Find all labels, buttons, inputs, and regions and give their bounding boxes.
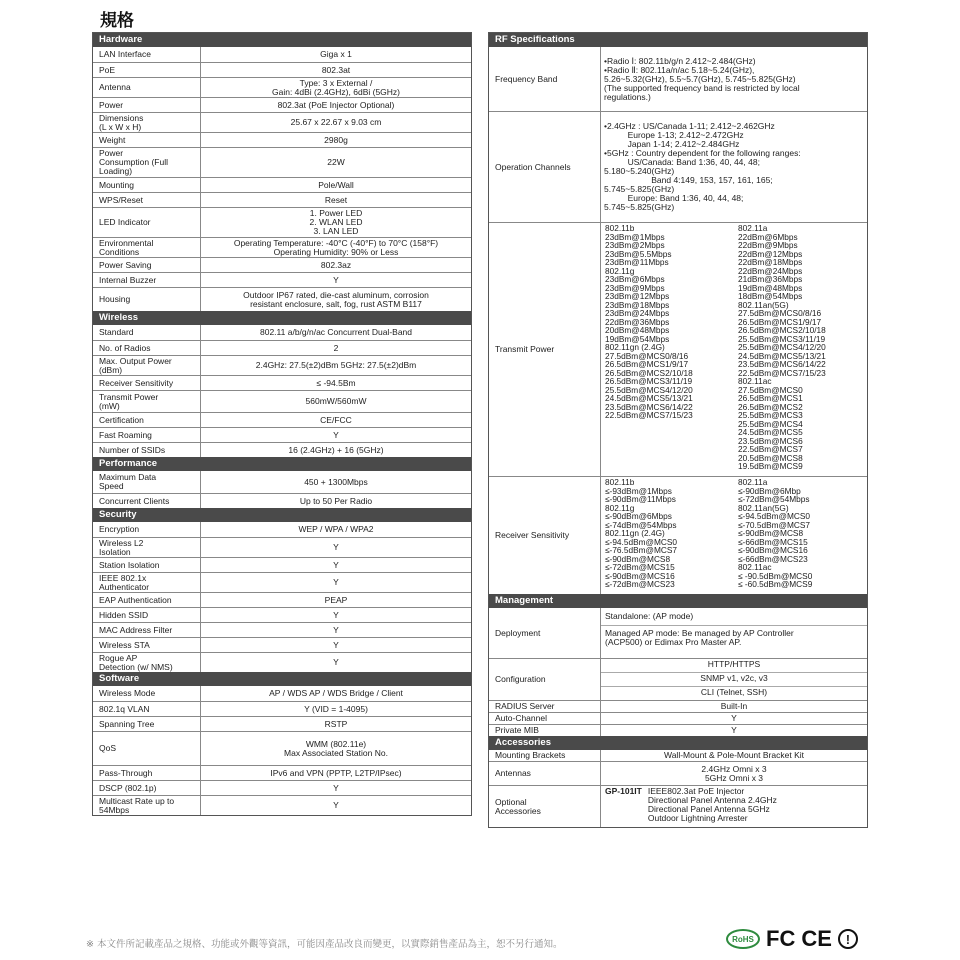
spec-value: PEAP bbox=[324, 594, 348, 605]
spec-value: WEP / WPA / WPA2 bbox=[298, 524, 374, 534]
spec-row bbox=[93, 177, 471, 192]
sensitivity-5g: 802.11a ≤-90dBm@6Mbp ≤-72dBm@54Mbps 802.11an(5G) ≤-94.5dBm@MCS0 ≤-70.5dBm@MCS7 ≤-90dBm@MCS8 ≤-66dBm@MCS15 ≤-90dBm@MCS16 ≤-66dBm@MCS23 802.11ac ≤ -90.5dBm@MCS0 ≤ -60.5dBm@MCS9 bbox=[738, 477, 813, 589]
spec-value-columns bbox=[601, 223, 867, 476]
spec-label: Number of SSIDs bbox=[93, 443, 201, 457]
spec-row bbox=[93, 375, 471, 390]
spec-row bbox=[93, 442, 471, 457]
spec-row bbox=[93, 765, 471, 780]
section-header: Performance bbox=[93, 457, 471, 471]
spec-label: 802.1q VLAN bbox=[93, 702, 201, 716]
spec-row bbox=[93, 537, 471, 557]
spec-value: Y bbox=[731, 725, 737, 735]
spec-label: MAC Address Filter bbox=[93, 623, 201, 637]
spec-row bbox=[93, 607, 471, 622]
spec-value: Y bbox=[333, 782, 339, 793]
right-spec-table bbox=[488, 32, 868, 828]
spec-value: WMM (802.11e) Max Associated Station No. bbox=[284, 738, 388, 758]
spec-value: 1. Power LED 2. WLAN LED 3. LAN LED bbox=[309, 208, 363, 236]
spec-row bbox=[93, 325, 471, 340]
spec-row bbox=[93, 257, 471, 272]
spec-row bbox=[93, 780, 471, 795]
spec-value: 2.4GHz Omni x 3 5GHz Omni x 3 bbox=[701, 763, 767, 783]
spec-row bbox=[93, 522, 471, 537]
spec-row bbox=[93, 412, 471, 427]
spec-label: Housing bbox=[93, 288, 201, 311]
spec-label: Power Saving bbox=[93, 258, 201, 272]
spec-value: Reset bbox=[324, 194, 348, 205]
spec-row bbox=[93, 237, 471, 257]
spec-value: Y bbox=[333, 429, 339, 440]
spec-value: Y (VID = 1-4095) bbox=[304, 703, 368, 714]
spec-value: Y bbox=[333, 657, 339, 667]
spec-value: 25.67 x 22.67 x 9.03 cm bbox=[290, 117, 382, 127]
config-item: SNMP v1, v2c, v3 bbox=[601, 672, 867, 686]
spec-label: Deployment bbox=[489, 608, 601, 658]
spec-row bbox=[93, 622, 471, 637]
rohs-icon: RoHS bbox=[726, 929, 760, 949]
spec-row bbox=[93, 716, 471, 731]
spec-value: Giga x 1 bbox=[320, 49, 352, 59]
spec-row bbox=[93, 147, 471, 177]
spec-row bbox=[489, 222, 867, 476]
spec-value: 22W bbox=[327, 157, 345, 167]
spec-value: Wall-Mount & Pole-Mount Bracket Kit bbox=[664, 750, 804, 760]
spec-row bbox=[489, 761, 867, 785]
section-header: Accessories bbox=[489, 736, 867, 750]
spec-value: 16 (2.4GHz) + 16 (5GHz) bbox=[288, 444, 384, 455]
spec-value: Y bbox=[333, 800, 339, 810]
spec-row bbox=[489, 47, 867, 111]
spec-row bbox=[93, 355, 471, 375]
spec-row bbox=[489, 724, 867, 736]
spec-label: Mounting Brackets bbox=[489, 750, 601, 761]
spec-row bbox=[489, 712, 867, 724]
spec-value: 802.11 a/b/g/n/ac Concurrent Dual-Band bbox=[260, 327, 412, 337]
spec-label: Frequency Band bbox=[489, 47, 601, 111]
spec-row bbox=[93, 471, 471, 493]
spec-row bbox=[93, 572, 471, 592]
spec-value: Y bbox=[333, 639, 339, 650]
ce-icon: CE bbox=[801, 926, 832, 951]
spec-label: Mounting bbox=[93, 178, 201, 192]
spec-row bbox=[93, 192, 471, 207]
left-spec-table bbox=[92, 32, 472, 816]
spec-row bbox=[93, 132, 471, 147]
spec-label: Transmit Power (mW) bbox=[93, 391, 201, 412]
page-title: 規格 bbox=[100, 11, 134, 31]
spec-label: Power bbox=[93, 98, 201, 112]
spec-row bbox=[489, 785, 867, 827]
deployment-standalone: Standalone: (AP mode) bbox=[601, 608, 867, 626]
spec-label: Certification bbox=[93, 413, 201, 427]
spec-value: 802.3az bbox=[320, 259, 352, 270]
spec-value: Y bbox=[333, 542, 339, 552]
spec-value bbox=[601, 786, 867, 827]
spec-value: 802.3at (PoE Injector Optional) bbox=[277, 99, 395, 110]
spec-value: 2 bbox=[333, 342, 339, 353]
spec-value: Pole/Wall bbox=[318, 179, 354, 190]
spec-value: Built-In bbox=[720, 701, 748, 711]
spec-label: Pass-Through bbox=[93, 766, 201, 780]
section-header: Management bbox=[489, 594, 867, 608]
spec-label: Antennas bbox=[489, 762, 601, 785]
spec-row bbox=[93, 112, 471, 132]
spec-row bbox=[93, 493, 471, 508]
section-header: Security bbox=[93, 508, 471, 522]
spec-label: Station Isolation bbox=[93, 558, 201, 572]
spec-label: Operation Channels bbox=[489, 112, 601, 222]
spec-row bbox=[93, 686, 471, 701]
spec-label: Wireless L2 Isolation bbox=[93, 538, 201, 557]
spec-label: LAN Interface bbox=[93, 47, 201, 62]
spec-row bbox=[489, 608, 867, 658]
spec-value: 2.4GHz: 27.5(±2)dBm 5GHz: 27.5(±2)dBm bbox=[255, 360, 417, 370]
spec-row bbox=[93, 207, 471, 237]
spec-value: 2980g bbox=[324, 134, 348, 145]
config-item: CLI (Telnet, SSH) bbox=[601, 686, 867, 700]
certification-marks bbox=[726, 928, 858, 950]
spec-label: Receiver Sensitivity bbox=[489, 477, 601, 594]
spec-value: •Radio Ⅰ: 802.11b/g/n 2.412~2.484(GHz) •Radio Ⅱ: 802.11a/n/ac 5.18~5.24(GHz), 5.26~5.32(GHz), 5.5~5.7(GHz), 5.745~5.825(GHz) (The supported frequency band is restricted by local regulations.) bbox=[604, 55, 800, 102]
spec-row bbox=[489, 111, 867, 222]
spec-value: Up to 50 Per Radio bbox=[299, 495, 373, 506]
spec-label: Transmit Power bbox=[489, 223, 601, 476]
spec-label: PoE bbox=[93, 63, 201, 77]
spec-value: Operating Temperature: -40°C (-40°F) to 70°C (158°F) Operating Humidity: 90% or Less bbox=[233, 237, 439, 257]
spec-row bbox=[93, 427, 471, 442]
spec-label: Max. Output Power (dBm) bbox=[93, 356, 201, 375]
spec-value: RSTP bbox=[324, 718, 348, 729]
spec-row bbox=[93, 47, 471, 62]
spec-label: Wireless Mode bbox=[93, 686, 201, 701]
spec-label: Fast Roaming bbox=[93, 428, 201, 442]
spec-label: Rogue AP Detection (w/ NMS) bbox=[93, 653, 201, 672]
spec-row bbox=[93, 97, 471, 112]
spec-value: CE/FCC bbox=[320, 414, 352, 425]
spec-value: •2.4GHz : US/Canada 1-11; 2.412~2.462GHz Europe 1-13; 2.412~2.472GHz Japan 1-14; 2.412~2.484GHz •5GHz : Country dependent for the following ranges: US/Canada: Band 1:36, 40, 44, 48; 5.180~5.240(GHz) Band 4:149, 153, 157, 161, 165; 5.745~5.825(GHz) Europe: Band 1:36, 40, 44, 48; 5.745~5.825(GHz) bbox=[604, 121, 801, 212]
spec-label: Environmental Conditions bbox=[93, 238, 201, 257]
spec-row bbox=[93, 557, 471, 572]
fcc-icon: FC bbox=[766, 926, 796, 951]
spec-label: RADIUS Server bbox=[489, 701, 601, 712]
spec-label: Maximum Data Speed bbox=[93, 471, 201, 493]
spec-value: Type: 3 x External / Gain: 4dBi (2.4GHz), 6dBi (5GHz) bbox=[271, 77, 400, 97]
spec-row bbox=[93, 390, 471, 412]
spec-row bbox=[93, 637, 471, 652]
section-header: RF Specifications bbox=[489, 33, 867, 47]
spec-label: Power Consumption (Full Loading) bbox=[93, 148, 201, 177]
spec-row bbox=[93, 62, 471, 77]
section-header: Wireless bbox=[93, 311, 471, 325]
spec-value bbox=[601, 608, 867, 658]
spec-value: Y bbox=[333, 559, 339, 570]
spec-label: Weight bbox=[93, 133, 201, 147]
spec-label: Standard bbox=[93, 325, 201, 340]
spec-value: Y bbox=[333, 577, 339, 587]
spec-label: Multicast Rate up to 54Mbps bbox=[93, 796, 201, 815]
spec-row bbox=[93, 272, 471, 287]
spec-row bbox=[489, 750, 867, 761]
accessory-model: GP-101IT bbox=[605, 786, 642, 796]
transmit-power-2g: 802.11b 23dBm@1Mbps 23dBm@2Mbps 23dBm@5.5Mbps 23dBm@11Mbps 802.11g 23dBm@6Mbps 23dBm@9Mbps 23dBm@12Mbps 23dBm@18Mbps 23dBm@24Mbps 22dBm@36Mbps 20dBm@48Mbps 19dBm@54Mbps 802.11gn (2.4G) 27.5dBm@MCS0/8/16 26.5dBm@MCS1/9/17 26.5dBm@MCS2/10/18 26.5dBm@MCS3/11/19 25.5dBm@MCS4/12/20 24.5dBm@MCS5/13/21 23.5dBm@MCS6/14/22 22.5dBm@MCS7/15/23 bbox=[605, 223, 693, 420]
spec-label: Wireless STA bbox=[93, 638, 201, 652]
spec-row bbox=[93, 592, 471, 607]
disclaimer-footer: ※ 本文件所記載產品之規格、功能或外觀等資訊，可能因產品改良而變更，以實際銷售產品為主，恕不另行通知。 bbox=[86, 939, 563, 950]
spec-label: No. of Radios bbox=[93, 341, 201, 355]
spec-value: Y bbox=[333, 624, 339, 635]
spec-row bbox=[93, 77, 471, 97]
spec-row bbox=[489, 700, 867, 712]
section-header: Software bbox=[93, 672, 471, 686]
spec-value: 802.3at bbox=[321, 64, 351, 75]
spec-label: Receiver Sensitivity bbox=[93, 376, 201, 390]
section-header: Hardware bbox=[93, 33, 471, 47]
spec-label: EAP Authentication bbox=[93, 593, 201, 607]
transmit-power-5g: 802.11a 22dBm@6Mbps 22dBm@9Mbps 22dBm@12Mbps 22dBm@18Mbps 22dBm@24Mbps 21dBm@36Mbps 19dBm@48Mbps 18dBm@54Mbps 802.11an(5G) 27.5dBm@MCS0/8/16 26.5dBm@MCS1/9/17 26.5dBm@MCS2/10/18 25.5dBm@MCS3/11/19 25.5dBm@MCS4/12/20 24.5dBm@MCS5/13/21 23.5dBm@MCS6/14/22 22.5dBm@MCS7/15/23 802.11ac 27.5dBm@MCS0 26.5dBm@MCS1 26.5dBm@MCS2 25.5dBm@MCS3 25.5dBm@MCS4 24.5dBm@MCS5 23.5dBm@MCS6 22.5dBm@MCS7 20.5dBm@MCS8 19.5dBm@MCS9 bbox=[738, 223, 826, 471]
spec-label: Private MIB bbox=[489, 725, 601, 736]
spec-value: 560mW/560mW bbox=[305, 396, 367, 406]
spec-value: Y bbox=[731, 713, 737, 723]
spec-row bbox=[93, 652, 471, 672]
accessory-list: IEEE802.3at PoE Injector Directional Panel Antenna 2.4GHz Directional Panel Antenna 5GHz Outdoor Lightning Arrester bbox=[647, 786, 777, 823]
spec-row bbox=[489, 476, 867, 594]
spec-label: LED Indicator bbox=[93, 208, 201, 237]
spec-label: Spanning Tree bbox=[93, 717, 201, 731]
spec-label: Concurrent Clients bbox=[93, 494, 201, 508]
spec-label: Hidden SSID bbox=[93, 608, 201, 622]
spec-label: Auto-Channel bbox=[489, 713, 601, 724]
spec-row bbox=[93, 795, 471, 815]
spec-row bbox=[93, 731, 471, 765]
spec-label: Encryption bbox=[93, 522, 201, 537]
deployment-managed: Managed AP mode: Be managed by AP Controller (ACP500) or Edimax Pro Master AP. bbox=[605, 628, 794, 647]
spec-label: Configuration bbox=[489, 659, 601, 700]
spec-value: ≤ -94.5Bm bbox=[316, 377, 356, 388]
spec-row bbox=[489, 658, 867, 700]
spec-value bbox=[601, 659, 867, 700]
spec-label: WPS/Reset bbox=[93, 193, 201, 207]
spec-label: Internal Buzzer bbox=[93, 273, 201, 287]
spec-label: Dimensions (L x W x H) bbox=[93, 113, 201, 132]
spec-value: Y bbox=[333, 609, 339, 620]
spec-value: Y bbox=[333, 274, 339, 285]
spec-label: Antenna bbox=[93, 78, 201, 97]
spec-label: QoS bbox=[93, 732, 201, 765]
spec-value-columns bbox=[601, 477, 867, 594]
spec-row bbox=[93, 340, 471, 355]
sensitivity-2g: 802.11b ≤-93dBm@1Mbps ≤-90dBm@11Mbps 802.11g ≤-90dBm@6Mbps ≤-74dBm@54Mbps 802.11gn (2.4G) ≤-94.5dBm@MCS0 ≤-76.5dBm@MCS7 ≤-90dBm@MCS8 ≤-72dBm@MCS15 ≤-90dBm@MCS16 ≤-72dBm@MCS23 bbox=[605, 477, 677, 589]
config-item: HTTP/HTTPS bbox=[707, 659, 761, 669]
spec-label: DSCP (802.1p) bbox=[93, 781, 201, 795]
spec-value: 450 + 1300Mbps bbox=[304, 476, 368, 487]
spec-value: AP / WDS AP / WDS Bridge / Client bbox=[269, 688, 403, 698]
alert-icon: ! bbox=[838, 929, 858, 949]
spec-label: Optional Accessories bbox=[489, 786, 601, 827]
spec-value: IPv6 and VPN (PPTP, L2TP/IPsec) bbox=[270, 767, 402, 778]
spec-label: IEEE 802.1x Authenticator bbox=[93, 573, 201, 592]
spec-value: Outdoor IP67 rated, die-cast aluminum, corrosion resistant enclosure, salt, fog, rust ASTM B117 bbox=[243, 289, 429, 309]
spec-row bbox=[93, 701, 471, 716]
spec-row bbox=[93, 287, 471, 311]
